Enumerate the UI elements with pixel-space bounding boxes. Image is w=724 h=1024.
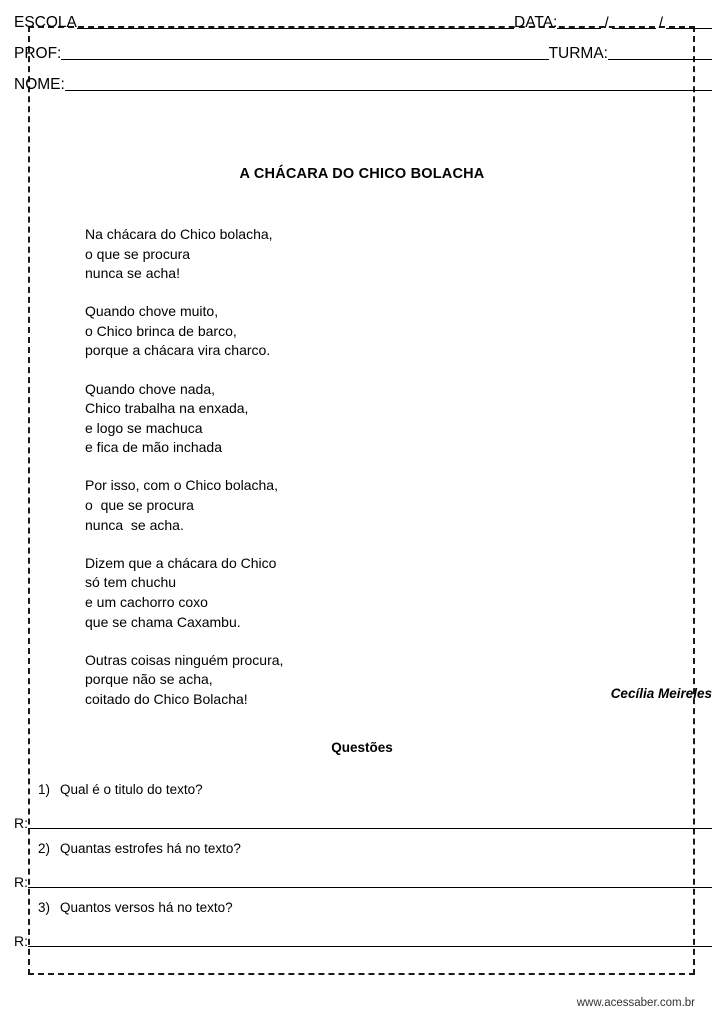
poem-stanza	[85, 476, 283, 535]
poem-verse: e fica de mão inchada	[85, 439, 222, 456]
school-date-row	[14, 14, 712, 31]
question-number: 1)	[38, 782, 51, 797]
poem-verse: porque não se acha,	[85, 671, 213, 688]
poem-verse: o que se procura	[85, 497, 194, 514]
answer-label: R:	[14, 815, 28, 831]
teacher-label: PROF:	[14, 45, 62, 62]
poem-stanza	[85, 554, 283, 632]
poem-verse: Dizem que a chácara do Chico	[85, 554, 277, 571]
footer-website-url: www.acessaber.com.br	[576, 997, 695, 1009]
name-row	[14, 76, 712, 93]
answer-input-line[interactable]	[28, 934, 712, 947]
poem-stanza	[85, 302, 283, 361]
answer-label: R:	[14, 933, 28, 949]
question-text: Quantas estrofes há no texto?	[60, 841, 241, 856]
poem-verse: porque a chácara vira charco.	[85, 342, 271, 359]
questions-list	[14, 772, 712, 949]
poem-verse: só tem chuchu	[85, 574, 177, 591]
class-input-line[interactable]	[608, 46, 712, 60]
question-item	[38, 831, 712, 858]
student-identification-header	[14, 14, 712, 107]
poem-verse: o Chico brinca de barco,	[85, 322, 237, 339]
name-input-line[interactable]	[65, 77, 712, 91]
school-label: ESCOLA	[14, 14, 77, 31]
poem-verse: Na chácara do Chico bolacha,	[85, 226, 273, 242]
question-item	[38, 890, 712, 917]
name-label: NOME:	[14, 76, 65, 93]
answer-input-line[interactable]	[28, 816, 712, 829]
poem-verse: nunca se acha!	[85, 265, 180, 282]
date-separator-2: /	[658, 15, 663, 32]
date-label: DATA:	[514, 14, 558, 31]
question-number: 3)	[38, 900, 51, 915]
class-label: TURMA:	[548, 45, 608, 62]
date-year-input-line[interactable]	[666, 15, 712, 29]
school-input-line[interactable]	[77, 15, 514, 29]
poem-verse: que se chama Caxambu.	[85, 613, 241, 630]
poem-title: A CHÁCARA DO CHICO BOLACHA	[239, 166, 485, 182]
poem-author: Cecília Meireles	[610, 686, 712, 701]
date-month-input-line[interactable]	[612, 15, 656, 29]
poem-verse: Quando chove nada,	[85, 380, 215, 397]
date-day-input-line[interactable]	[557, 15, 601, 29]
answer-row	[14, 874, 712, 890]
poem-stanza	[85, 225, 283, 284]
poem-verse: o que se procura	[85, 245, 191, 262]
answer-label: R:	[14, 874, 28, 890]
question-text: Quantos versos há no texto?	[60, 900, 233, 915]
poem-body	[85, 225, 283, 728]
answer-row	[14, 815, 712, 831]
date-separator-1: /	[604, 15, 609, 32]
poem-verse: Outras coisas ninguém procura,	[85, 651, 284, 668]
poem-verse: Chico trabalha na enxada,	[85, 400, 249, 417]
poem-verse: e logo se machuca	[85, 419, 203, 436]
question-text: Qual é o titulo do texto?	[60, 782, 203, 797]
answer-row	[14, 933, 712, 949]
question-item	[38, 772, 712, 799]
poem-stanza	[85, 380, 283, 458]
poem-verse: Por isso, com o Chico bolacha,	[85, 477, 278, 494]
questions-heading: Questões	[331, 740, 393, 755]
teacher-input-line[interactable]	[61, 46, 548, 60]
teacher-class-row	[14, 45, 712, 62]
poem-verse: coitado do Chico Bolacha!	[85, 690, 248, 707]
poem-stanza	[85, 651, 283, 710]
answer-input-line[interactable]	[28, 875, 712, 888]
question-number: 2)	[38, 841, 51, 856]
poem-verse: Quando chove muito,	[85, 303, 219, 320]
poem-verse: e um cachorro coxo	[85, 593, 208, 610]
poem-verse: nunca se acha.	[85, 516, 184, 533]
